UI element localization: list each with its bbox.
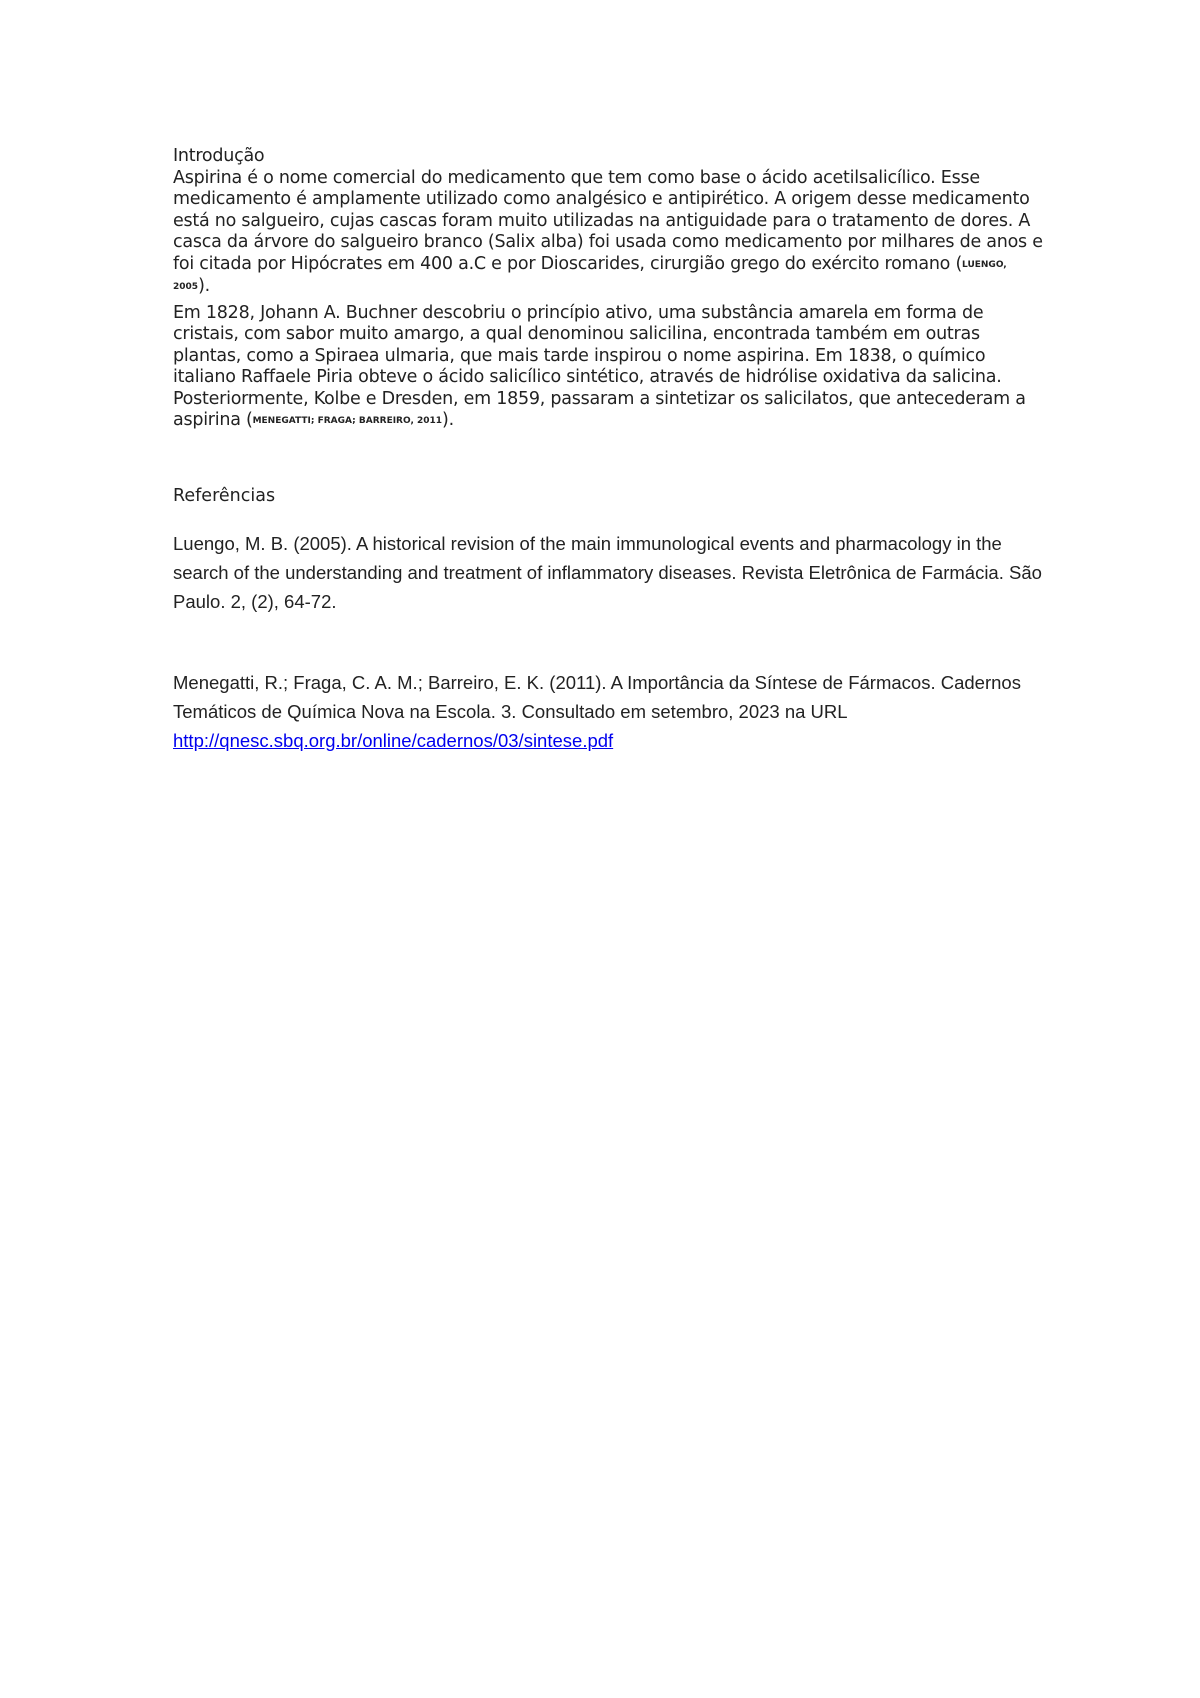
citation-open-1: (	[950, 253, 963, 274]
paragraph-1-text: Aspirina é o nome comercial do medicamento que tem como base o ácido acetilsalicílico. Esse medicamento é amplamente utilizado como analgésico e antipirético. A origem desse medicamento está no salgueiro, cujas cascas foram muito utilizadas na antiguidade para o tratamento de dores. A casca da árvore do salgueiro branco (Salix alba) foi usada como medicamento por milhares de anos e foi citada por Hipócrates em 400 a.C e por Dioscarides, cirurgião grego do exército romano	[173, 167, 1043, 274]
references-heading: Referências	[173, 485, 276, 506]
reference-2-url-link[interactable]: http://qnesc.sbq.org.br/online/cadernos/03/sintese.pdf	[173, 729, 614, 751]
reference-2-text: Menegatti, R.; Fraga, C. A. M.; Barreiro, E. K. (2011). A Importância da Síntese de Fármacos. Cadernos Temáticos de Química Nova na Escola. 3. Consultado em setembro, 2023 na URL	[173, 671, 1021, 722]
reference-item	[173, 529, 1043, 616]
introduction-heading: Introdução	[173, 146, 265, 166]
citation-close-1: ).	[198, 276, 210, 296]
citation-close-2: ).	[442, 410, 454, 430]
reference-1-text: Luengo, M. B. (2005). A historical revision of the main immunological events and pharmacology in the search of the understanding and treatment of inflammatory diseases. Revista Eletrônica de Farmácia. São Paulo. 2, (2), 64-72.	[173, 532, 1042, 612]
document-body	[173, 146, 1043, 755]
citation-luengo: LUENGO, 2005	[173, 259, 1007, 292]
citation-open-2: (	[240, 410, 253, 430]
paragraph-2-text: Em 1828, Johann A. Buchner descobriu o princípio ativo, uma substância amarela em forma de cristais, com sabor muito amargo, a qual denominou salicilina, encontrada também em outras plantas, como a Spiraea ulmaria, que mais tarde inspirou o nome aspirina. Em 1838, o químico italiano Raffaele Piria obteve o ácido salicílico sintético, através de hidrólise oxidativa da salicina. Posteriormente, Kolbe e Dresden, em 1859, passaram a sintetizar os salicilatos, que antecederam a aspirina	[173, 302, 1026, 430]
reference-item	[173, 668, 1043, 755]
citation-menegatti: MENEGATTI; FRAGA; BARREIRO, 2011	[252, 416, 443, 426]
introduction-paragraph-2	[173, 303, 1043, 433]
introduction-paragraph-1	[173, 168, 1043, 299]
introduction-section	[173, 146, 1043, 433]
